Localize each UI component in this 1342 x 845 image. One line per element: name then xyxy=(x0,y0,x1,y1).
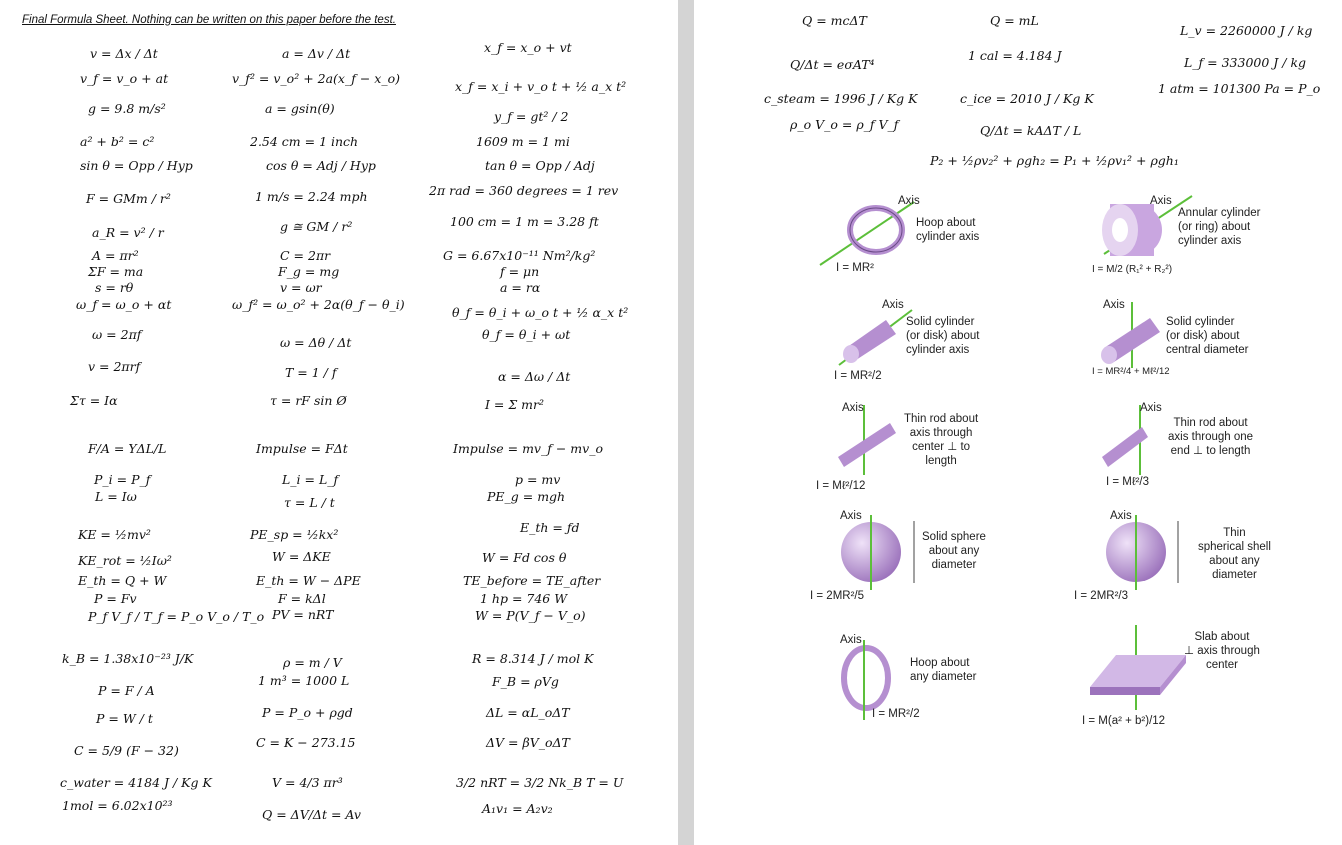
formula: a = Δv / Δt xyxy=(282,46,351,61)
formula: F = kΔl xyxy=(278,591,326,606)
formula: PE_sp = ½kx² xyxy=(250,527,339,542)
diagram-caption: Thin spherical shell about any diameter xyxy=(1198,527,1271,581)
formula: Q/Δt = eσAT⁴ xyxy=(790,57,875,72)
formula: PV = nRT xyxy=(272,607,334,622)
moment-formula: I = MR²/4 + Mℓ²/12 xyxy=(1092,366,1170,377)
formula: F = GMm / r² xyxy=(86,191,171,206)
moment-formula: I = MR² xyxy=(836,262,875,274)
formula: τ = rF sin Ø xyxy=(270,393,347,408)
formula: E_th = W − ΔPE xyxy=(256,573,361,588)
axis-label: Axis xyxy=(840,510,862,522)
formula: 2.54 cm = 1 inch xyxy=(250,134,359,149)
formula: ΔL = αL_oΔT xyxy=(486,705,570,720)
formula: ΣF = ma xyxy=(88,264,144,279)
moment-formula: I = 2MR²/3 xyxy=(1074,590,1129,602)
axis-label: Axis xyxy=(1110,510,1132,522)
formula: KE = ½mv² xyxy=(78,527,151,542)
formula: F/A = YΔL/L xyxy=(88,441,167,456)
formula: a = gsin(θ) xyxy=(265,101,335,116)
formula: L = Iω xyxy=(95,489,137,504)
formula: F_B = ρVg xyxy=(492,674,559,689)
formula: P = F / A xyxy=(98,683,155,698)
diagram-caption: Thin rod about axis through center ⊥ to length xyxy=(904,413,979,467)
axis-label: Axis xyxy=(1140,402,1162,414)
formula: tan θ = Opp / Adj xyxy=(485,158,595,173)
formula: I = Σ mr² xyxy=(485,397,545,412)
formula: c_ice = 2010 J / Kg K xyxy=(960,91,1094,106)
formula: W = P(V_f − V_o) xyxy=(475,608,586,623)
formula: E_th = ƒd xyxy=(520,520,580,535)
formula: E_th = Q + W xyxy=(78,573,167,588)
formula: f = μn xyxy=(500,264,540,279)
diagram-caption: Annular cylinder (or ring) about cylinder axis xyxy=(1178,207,1261,247)
formula: y_f = gt² / 2 xyxy=(494,109,569,124)
moment-formula: I = M/2 (R₁² + R₂²) xyxy=(1092,264,1173,275)
spherical-shell-diagram xyxy=(1102,515,1192,590)
thin-rod-center-diagram xyxy=(834,405,904,475)
header-note: Final Formula Sheet. Nothing can be written on this paper before the test. xyxy=(22,14,396,26)
formula: L_f = 333000 J / kg xyxy=(1184,55,1307,70)
formula: 2π rad = 360 degrees = 1 rev xyxy=(429,183,619,198)
formula: v_f² = v_o² + 2a(x_f − x_o) xyxy=(232,71,400,86)
formula: F_g = mg xyxy=(278,264,340,279)
moment-formula: I = Mℓ²/3 xyxy=(1106,476,1150,488)
formula: 1mol = 6.02x10²³ xyxy=(62,798,173,813)
formula: ρ = m / V xyxy=(283,655,342,670)
formula: KE_rot = ½Iω² xyxy=(78,553,172,568)
formula: c_water = 4184 J / Kg K xyxy=(60,775,212,790)
formula: W = ΔKE xyxy=(272,549,331,564)
diagram-caption: Hoop about any diameter xyxy=(910,657,977,683)
formula: p = mv xyxy=(515,472,561,487)
axis-label: Axis xyxy=(1150,195,1172,207)
formula: C = 2πr xyxy=(280,248,331,263)
formula: 100 cm = 1 m = 3.28 ft xyxy=(450,214,599,229)
formula: P = W / t xyxy=(96,711,153,726)
formula: A₁v₁ = A₂v₂ xyxy=(482,801,553,816)
formula: ω_f² = ω_o² + 2α(θ_f − θ_i) xyxy=(232,297,405,312)
formula: Impulse = FΔt xyxy=(256,441,348,456)
formula: Q = mcΔT xyxy=(802,13,867,28)
formula: TE_before = TE_after xyxy=(463,573,601,588)
moment-formula: I = MR²/2 xyxy=(872,708,920,720)
formula: ω = 2πf xyxy=(92,327,142,342)
axis-label: Axis xyxy=(840,634,862,646)
formula: Q = ΔV/Δt = Av xyxy=(262,807,361,822)
formula: L_v = 2260000 J / kg xyxy=(1180,23,1313,38)
diagram-caption: Slab about ⊥ axis through center xyxy=(1184,631,1260,671)
formula: 1 atm = 101300 Pa = P_o xyxy=(1158,81,1321,96)
formula: Στ = Iα xyxy=(70,393,118,408)
formula: 1 cal = 4.184 J xyxy=(968,48,1062,63)
right-page xyxy=(694,0,1342,845)
formula: 1 m/s = 2.24 mph xyxy=(255,189,368,204)
axis-label: Axis xyxy=(898,195,920,207)
formula: W = Fd cos θ xyxy=(482,550,567,565)
formula: a = rα xyxy=(500,280,541,295)
formula: τ = L / t xyxy=(284,495,335,510)
formula: P_f V_f / T_f = P_o V_o / T_o xyxy=(88,609,265,624)
formula: ρ_o V_o = ρ_f V_f xyxy=(790,117,899,132)
formula: x_f = x_o + vt xyxy=(484,40,572,55)
moment-formula: I = MR²/2 xyxy=(834,370,882,382)
formula: Q/Δt = kAΔT / L xyxy=(980,123,1082,138)
formula: V = 4/3 πr³ xyxy=(272,775,343,790)
formula: α = Δω / Δt xyxy=(498,369,571,384)
formula: v = ωr xyxy=(280,280,322,295)
formula: ω = Δθ / Δt xyxy=(280,335,352,350)
formula: ω_f = ω_o + αt xyxy=(76,297,172,312)
formula: Q = mL xyxy=(990,13,1039,28)
axis-label: Axis xyxy=(882,299,904,311)
formula: 1609 m = 1 mi xyxy=(476,134,570,149)
diagram-caption: Solid sphere about any diameter xyxy=(922,531,986,571)
formula: g ≅ GM / r² xyxy=(280,219,353,234)
formula: PE_g = mgh xyxy=(487,489,566,504)
diagram-caption: Solid cylinder (or disk) about cylinder axis xyxy=(906,316,980,356)
moment-formula: I = 2MR²/5 xyxy=(810,590,865,602)
formula: v_f = v_o + at xyxy=(80,71,169,86)
formula: P₂ + ½ρv₂² + ρgh₂ = P₁ + ½ρv₁² + ρgh₁ xyxy=(930,153,1179,168)
solid-sphere-diagram xyxy=(834,515,924,590)
formula: θ_f = θ_i + ω_o t + ½ α_x t² xyxy=(452,305,629,320)
formula: sin θ = Opp / Hyp xyxy=(80,158,193,173)
slab-diagram xyxy=(1086,625,1196,710)
formula: c_steam = 1996 J / Kg K xyxy=(764,91,918,106)
formula: θ_f = θ_i + ωt xyxy=(482,327,571,342)
formula: x_f = x_i + v_o t + ½ a_x t² xyxy=(455,79,627,94)
axis-label: Axis xyxy=(842,402,864,414)
diagram-caption: Hoop about cylinder axis xyxy=(916,217,980,243)
diagram-caption: Thin rod about axis through one end ⊥ to length xyxy=(1168,417,1254,457)
formula: R = 8.314 J / mol K xyxy=(472,651,594,666)
axis-label: Axis xyxy=(1103,299,1125,311)
moment-formula: I = M(a² + b²)/12 xyxy=(1082,715,1166,727)
formula: C = 5/9 (F − 32) xyxy=(74,743,179,758)
formula: a_R = v² / r xyxy=(92,225,164,240)
thin-rod-end-diagram xyxy=(1098,405,1168,475)
formula: a² + b² = c² xyxy=(80,134,155,149)
formula: P = Fv xyxy=(94,591,137,606)
formula: 1 m³ = 1000 L xyxy=(258,673,350,688)
formula: v = 2πrf xyxy=(88,359,141,374)
formula: P_i = P_f xyxy=(94,472,151,487)
formula: Impulse = mv_f − mv_o xyxy=(453,441,603,456)
page-gutter xyxy=(678,0,694,845)
formula: 3/2 nRT = 3/2 Nk_B T = U xyxy=(456,775,624,790)
formula: s = rθ xyxy=(95,280,134,295)
formula: ΔV = βV_oΔT xyxy=(486,735,570,750)
formula: k_B = 1.38x10⁻²³ J/K xyxy=(62,651,194,666)
formula: A = πr² xyxy=(92,248,139,263)
formula: C = K − 273.15 xyxy=(256,735,356,750)
formula: cos θ = Adj / Hyp xyxy=(266,158,376,173)
formula: G = 6.67x10⁻¹¹ Nm²/kg² xyxy=(443,248,596,263)
formula: v = Δx / Δt xyxy=(90,46,158,61)
formula: 1 hp = 746 W xyxy=(480,591,568,606)
moment-formula: I = Mℓ²/12 xyxy=(816,480,866,492)
diagram-caption: Solid cylinder (or disk) about central diameter xyxy=(1166,316,1249,356)
formula: g = 9.8 m/s² xyxy=(88,101,166,116)
formula: P = P_o + ρgd xyxy=(262,705,353,720)
formula: L_i = L_f xyxy=(282,472,339,487)
formula: T = 1 / f xyxy=(285,365,337,380)
